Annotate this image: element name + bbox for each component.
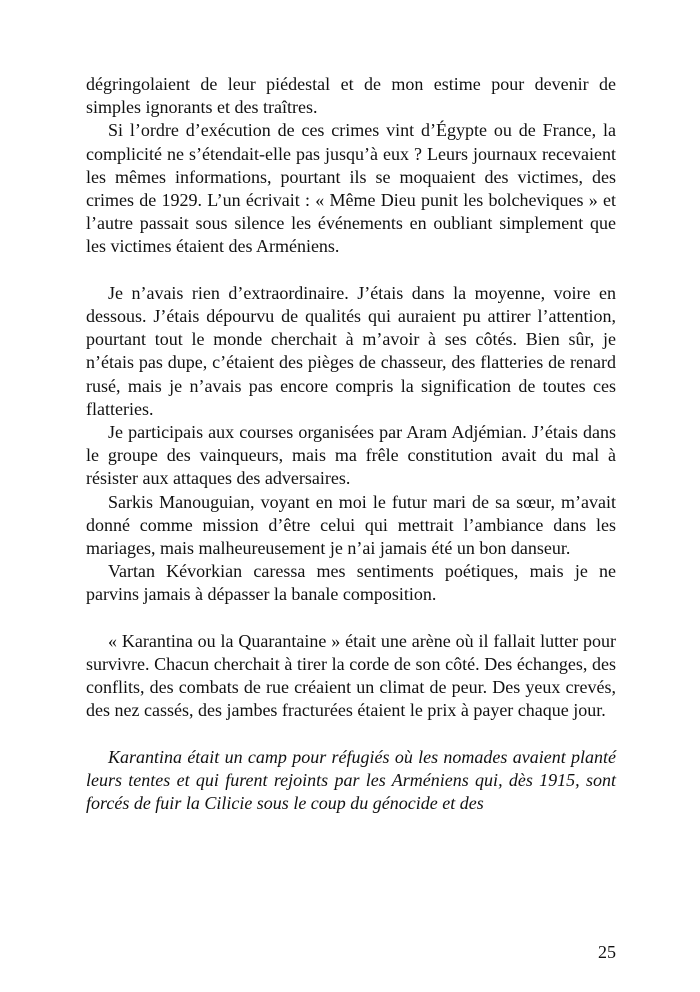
paragraph: Je n’avais rien d’extraordinaire. J’étais dans la moyenne, voire en dessous. J’étais dépourvu de qualités qui auraient pu attirer l’attention, pourtant tout le monde cherchait à m’avoir à ses côtés. Bien sûr, je n’étais pas dupe, c’étaient des pièges de chasseur, des flatteries de renard rusé, mais je n’avais pas encore compris la signification de toutes ces flatteries. xyxy=(86,282,616,419)
page-body xyxy=(86,73,616,815)
paragraph-gap xyxy=(86,607,616,630)
page-number: 25 xyxy=(598,942,616,962)
paragraph-gap xyxy=(86,723,616,746)
paragraph: Si l’ordre d’exécution de ces crimes vint d’Égypte ou de France, la complicité ne s’étendait-elle pas jusqu’à eux ? Leurs journaux recevaient les mêmes informations, pourtant ils se moquaient des victimes, des crimes de 1929. L’un écrivait : « Même Dieu punit les bolcheviques » et l’autre passait sous silence les événements en oubliant simplement que les victimes étaient des Arméniens. xyxy=(86,120,616,257)
paragraph: dégringolaient de leur piédestal et de mon estime pour devenir de simples ignorants et des traîtres. xyxy=(86,74,616,118)
paragraph: Je participais aux courses organisées par Aram Adjémian. J’étais dans le groupe des vainqueurs, mais ma frêle constitution avait du mal à résister aux attaques des adversaires. xyxy=(86,422,616,489)
italic-paragraph: Karantina était un camp pour réfugiés où les nomades avaient planté leurs tentes et qui furent rejoints par les Arméniens qui, dès 1915, sont forcés de fuir la Cilicie sous le coup du génocide et des xyxy=(86,746,616,814)
paragraph: Vartan Kévorkian caressa mes sentiments poétiques, mais je ne parvins jamais à dépasser la banale composition. xyxy=(86,561,616,605)
paragraph: Sarkis Manouguian, voyant en moi le futur mari de sa sœur, m’avait donné comme mission d’être celui qui mettrait l’ambiance dans les mariages, mais malheureusement je n’ai jamais été un bon danseur. xyxy=(86,491,616,559)
paragraph: « Karantina ou la Quarantaine » était une arène où il fallait lutter pour survivre. Chacun cherchait à tirer la corde de son côté. Des échanges, des conflits, des combats de rue créaient un climat de peur. Des yeux crevés, des nez cassés, des jambes fracturées étaient le prix à payer chaque jour. xyxy=(86,630,616,721)
paragraph-gap xyxy=(86,259,616,282)
